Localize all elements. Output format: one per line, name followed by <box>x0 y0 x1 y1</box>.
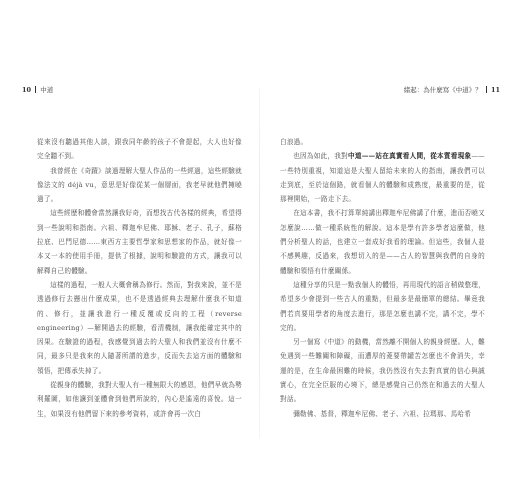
header-rule <box>486 86 487 93</box>
left-page-header <box>22 85 260 95</box>
paragraph-text: 也因為如此，我對 <box>293 152 348 161</box>
paragraph-text: 在這本書，我不打算單純講出釋迦牟尼佛講了什麼，進而否曉又怎麼說……做一種系統性的解說。這本是學有許多學者這麼做，他們分析聖人的話，也建立一套成好我看的理論。但這些，我個人並不感興趣，反過來，我想切入的是——古人的智慧與我們的自身的體驗和領悟有什麼關係。 <box>280 209 485 275</box>
paragraph: 這些經歷和體會當然讓我好奇，而想找古代各樣的經典，希望得到一些說明和指南。六祖、釋迦牟尼佛、耶穌、老子、孔子，蘇格拉底、巴門尼德……東西方主要哲學家和思想家的作品，就好像一本又一本的使用手冊，提供了根據，說明和驗證的方式，讓我可以解釋自己的體驗。 <box>37 209 242 275</box>
paragraph <box>280 407 485 421</box>
paragraph <box>280 335 485 406</box>
paragraph: 從來沒有聽過其他人談，跟我同年齡的孩子不會提起，大人也好像完全聽不到。 <box>37 138 242 161</box>
paragraph-text: 彌勒佛、基督，釋迦牟尼佛、老子、六祖、拉瑪那、馬哈希 <box>293 409 472 418</box>
paragraph: 這樣的過程，一般人大概會稱為修行。然而，對我來說，並不是透過修行去懸出什麼成果，也不是透過經典去理解什麼我不知道的、修行，並讓我進行一種反覆或反向的工程（reverse engineering）—解開過去的經驗，看清機制，讓我能確定其中的因果。在驗證的過程，我感覺到過去的大聖人和我們並沒有什麼不同，最多只是我來的人隨著所謂的進步，反而失去這方面的體驗和領悟，把傳承失掉了。 <box>37 280 242 375</box>
left-page <box>22 85 260 440</box>
right-page-text <box>280 135 485 421</box>
paragraph <box>280 206 485 277</box>
emphasis-text: 中道——站在真實看人間，從本質看現象 <box>348 152 472 161</box>
paragraph-text: 另一個寫《中道》的動機，當然離不開個人的親身經歷。人，難免遇到一些難關和障礙，而遭厚的菱要帶罐苦怎麼也不會消失，幸運的是，在生命最困難的時候，我仍然沒有失去對真實的信心與誠實心，在完全臣服的心境下，總是感覺自己仍然在和過去的大聖人對話。 <box>280 338 485 404</box>
paragraph <box>280 278 485 335</box>
left-page-number: 10 <box>22 86 32 94</box>
right-page-header <box>262 85 500 95</box>
paragraph-text: ——一些特別重視，知道這是大聖人留給未來的人的指南，讓我們可以走到底，至於這個路，就看個人的體驗和成熟度，最重要的是，從那裡開始，一路走下去。 <box>280 152 486 204</box>
header-rule <box>35 86 36 93</box>
paragraph-text: 白浪過。 <box>280 138 308 146</box>
paragraph-text: 這種分享的只是一點我個人的體悟，再用現代的語言稍做整理，希望多少會提到一些古人的重點，但最多是最簡單的總結。畢竟我們若真要用學者的角度去進行，那是怎麼也講不完，講不完，學不完的。 <box>280 280 485 332</box>
right-page <box>262 85 500 440</box>
paragraph: 我曾經在《奇蹟》談過理解大聖人作品的一些經過，這些經驗就像法文的 déjà vu，意思是好像從某一個層面，我老早就他們擁曉過了。 <box>37 166 242 204</box>
paragraph <box>280 149 485 206</box>
left-page-text <box>37 135 242 421</box>
paragraph: 從親身的體驗，我對大聖人有一種無限大的感恩，他們早就為勢利羅圖，如他讓到並體會到他們所說的，內心是遙遠的喜悅。這一生，如果沒有他們留下來的參考資料，或許會再一次白 <box>37 381 242 418</box>
right-page-number: 11 <box>490 86 500 94</box>
left-running-head: 中道 <box>40 86 54 94</box>
right-running-head: 緒起：為什麼寫《中道》？ <box>403 86 482 94</box>
paragraph <box>280 135 485 149</box>
